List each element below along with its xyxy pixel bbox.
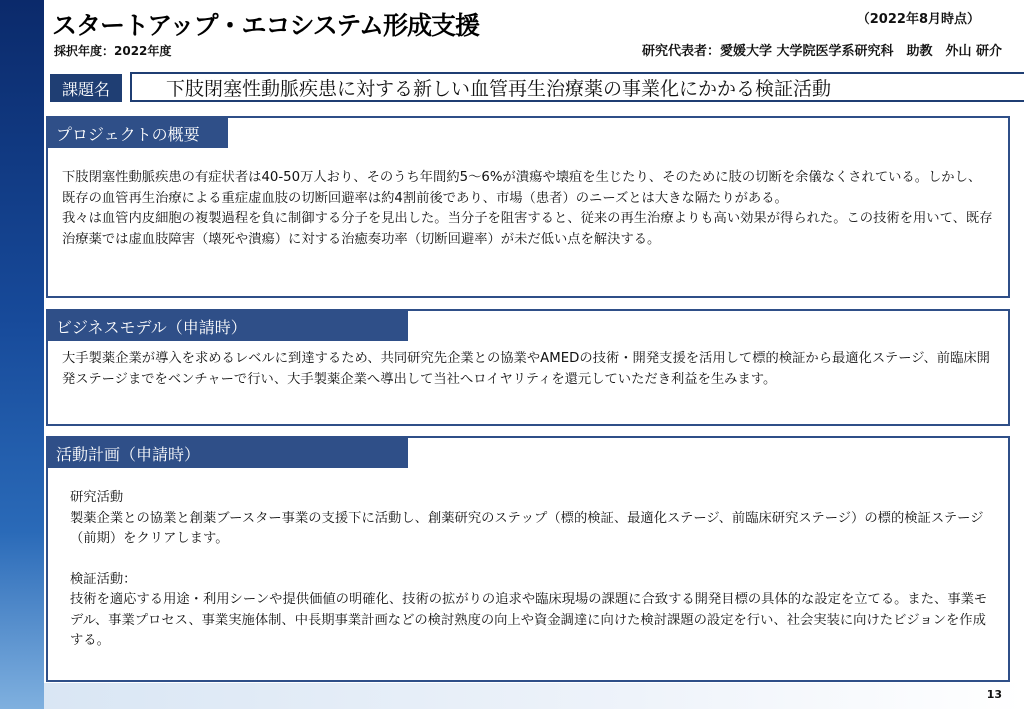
verification-activity-text: 技術を適応する用途・利用シーンや提供価値の明確化、技術の拡がりの追求や臨床現場の課題に合致する開発目標の具体的な設定を立てる。また、事業モデル、事業プロセス、事業実施体制、中長期事業計画などの検討熟度の向上や資金調達に向けた検討課題の設定を行い、社会実装に向けたビジョンを作成する。: [70, 592, 988, 648]
representative: 研究代表者：愛媛大学 大学院医学系研究科 助教 外山 研介: [641, 44, 1002, 59]
overview-body: [62, 168, 994, 250]
business-model-section: [46, 309, 1010, 426]
research-activity-title: 研究活動: [70, 490, 124, 505]
theme-title: 下肢閉塞性動脈疾患に対する新しい血管再生治療薬の事業化にかかる検証活動: [130, 72, 1024, 102]
activity-plan-heading: 活動計画（申請時）: [48, 438, 408, 468]
theme-row: [44, 72, 1010, 106]
overview-section: [46, 116, 1010, 298]
overview-heading: プロジェクトの概要: [48, 118, 228, 148]
overview-paragraph-1: 下肢閉塞性動脈疾患の有症状者は40-50万人おり、そのうち年間約5～6%が潰瘍や壊疽を生じたり、そのために肢の切断を余儀なくされている。しかし、既存の血管再生治療による重症虚血肢の切断回避率は約4割前後であり、市場（患者）のニーズとは大きな隔たりがある。: [62, 170, 982, 206]
page-title: スタートアップ・エコシステム形成支援: [52, 12, 480, 40]
adoption-year: 採択年度：2022年度: [54, 44, 172, 58]
overview-paragraph-2: 我々は血管内皮細胞の複製過程を負に制御する分子を見出した。当分子を阻害すると、従来の再生治療よりも高い効果が得られた。この技術を用いて、既存治療薬では虚血肢障害（壊死や潰瘍）に対する治癒奏功率（切断回避率）が未だ低い点を解決する。: [62, 211, 993, 247]
activity-plan-body: [70, 488, 992, 652]
research-activity-text: 製薬企業との協業と創薬ブースター事業の支援下に活動し、創薬研究のステップ（標的検証、最適化ステージ、前臨床研究ステージ）の標的検証ステージ（前期）をクリアします。: [70, 510, 984, 546]
business-model-heading: ビジネスモデル（申請時）: [48, 311, 408, 341]
left-decorative-bar: [0, 0, 44, 709]
date-note: （2022年8月時点）: [856, 12, 980, 27]
verification-activity-title: 検証活動：: [70, 571, 137, 587]
page-number: 13: [986, 688, 1002, 701]
activity-plan-section: [46, 436, 1010, 682]
theme-label: 課題名: [50, 74, 122, 102]
business-model-text: 大手製薬企業が導入を求めるレベルに到達するため、共同研究先企業との協業やAMEDの技術・開発支援を活用して標的検証から最適化ステージ、前臨床開発ステージまでをベンチャーで行い、大手製薬企業へ導出して当社へロイヤリティを還元していただき利益を生みます。: [62, 351, 990, 387]
business-model-body: [62, 349, 994, 390]
bottom-decorative-strip: [44, 683, 1024, 709]
